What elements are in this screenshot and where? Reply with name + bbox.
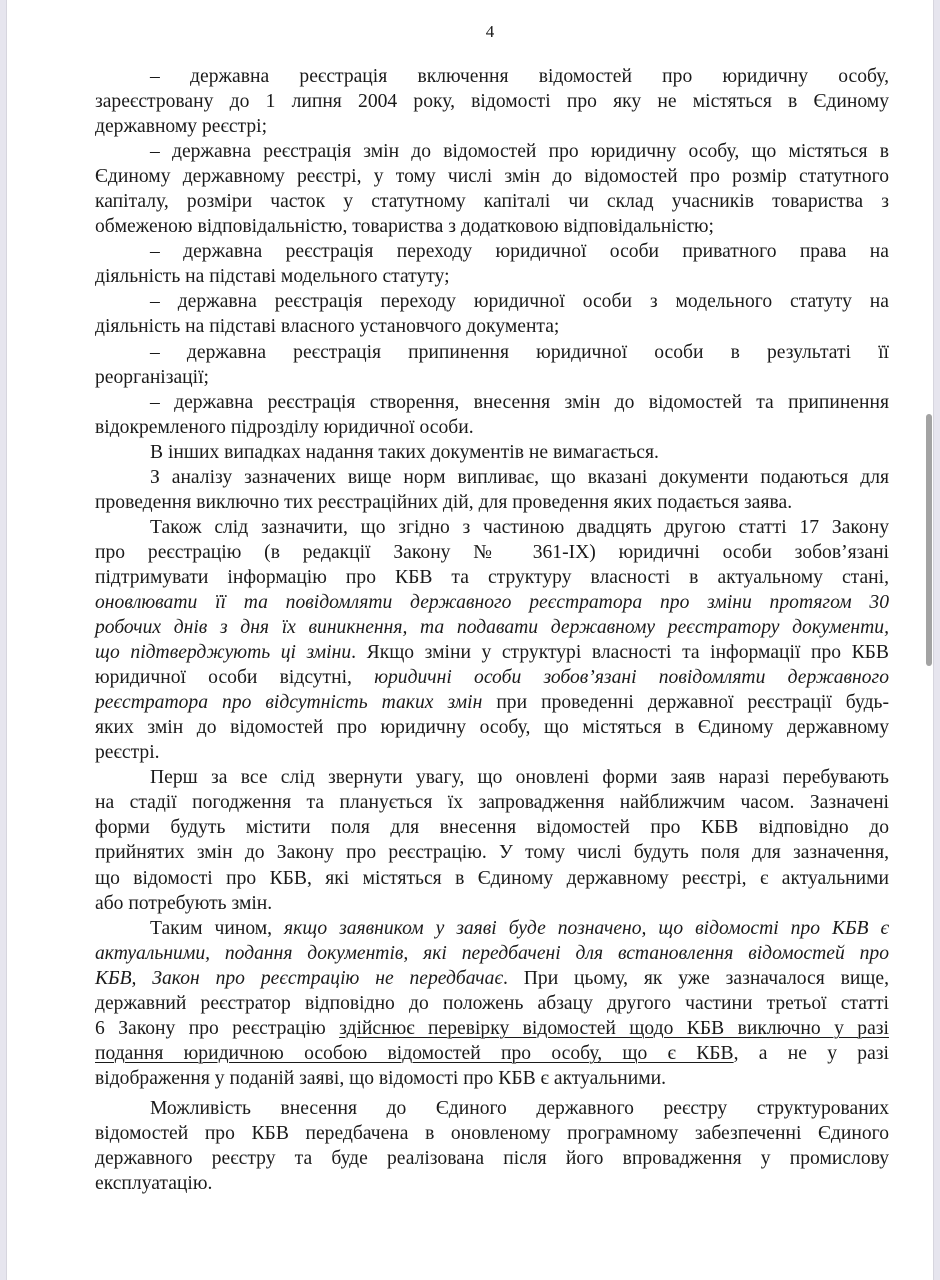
text-line	[95, 264, 889, 289]
text-line-content	[95, 164, 889, 189]
text-segment: зареєстровану до 1 липня 2004 року, відомості про яку не містяться в Єдиному	[95, 91, 889, 113]
text-segment: – державна реєстрація включення відомостей про юридичну особу,	[150, 66, 889, 87]
text-segment: – державна реєстрація припинення юридичної особи в результаті її	[150, 341, 889, 363]
italic-text: юридичні особи зобов’язані повідомляти державного	[374, 667, 889, 689]
text-line-content	[150, 465, 889, 490]
viewer-frame-right	[933, 0, 940, 1280]
text-segment: реорганізації;	[95, 366, 210, 388]
text-segment: капіталу, розміри часток у статутному капіталі чи склад учасників товариства з	[95, 191, 889, 213]
text-line	[95, 214, 889, 239]
text-segment: на стадії погодження та планується їх запровадження найближчим часом. Зазначені	[95, 792, 889, 814]
text-line-content	[95, 1041, 889, 1066]
text-line-content	[150, 139, 889, 164]
text-line-content	[95, 891, 272, 916]
text-line-content	[95, 740, 160, 765]
text-segment: форми будуть містити поля для внесення відомостей про КБВ відповідно до	[95, 817, 889, 839]
text-segment: відображення у поданій заяві, що відомості про КБВ є актуальними.	[95, 1067, 666, 1089]
text-line	[95, 916, 889, 941]
text-line	[95, 790, 889, 815]
text-line-content	[150, 289, 889, 314]
text-line-content	[95, 214, 714, 239]
text-line-content	[95, 1146, 889, 1171]
text-segment: 6 Закону про реєстрацію	[95, 1017, 340, 1039]
italic-text: КБВ, Закон про реєстрацію не передбачає	[95, 967, 503, 989]
italic-text: що підтверджують ці зміни	[95, 642, 352, 664]
text-line-content	[95, 966, 889, 991]
text-line-content	[150, 916, 889, 941]
text-segment: – державна реєстрація змін до відомостей про юридичну особу, що містяться в	[150, 141, 889, 163]
text-line	[95, 465, 889, 490]
text-line-content	[95, 715, 889, 740]
text-segment: , а не у разі	[733, 1042, 889, 1064]
text-line-content	[95, 89, 889, 114]
text-segment: реєстрі.	[95, 742, 160, 764]
page-number: 4	[485, 22, 495, 41]
text-line-content	[95, 615, 889, 640]
viewer-frame-left	[0, 0, 7, 1280]
text-segment: державному реєстрі;	[95, 116, 268, 138]
text-segment: підтримувати інформацію про КБВ та структуру власності в актуальному стані,	[95, 566, 889, 588]
text-segment: або потребують змін.	[95, 892, 273, 914]
text-line-content	[150, 390, 889, 415]
text-segment: В інших випадках надання таких документів не вимагається.	[150, 441, 659, 463]
underlined-text: подання юридичною особою відомостей про особу, що є КБВ	[95, 1042, 734, 1064]
text-line	[95, 1041, 889, 1066]
text-segment: діяльність на підставі модельного статуту;	[95, 266, 450, 288]
text-segment: юридичної особи відсутні,	[95, 667, 375, 689]
text-line	[95, 440, 889, 465]
text-line	[95, 114, 889, 139]
text-line-content	[95, 1066, 666, 1091]
text-line	[95, 89, 889, 114]
text-line	[95, 640, 889, 665]
text-line-content	[95, 815, 889, 840]
text-line-content	[95, 665, 889, 690]
text-line-content	[150, 340, 889, 365]
text-line	[95, 164, 889, 189]
text-line-content	[95, 1121, 889, 1146]
text-line-content	[150, 1096, 889, 1121]
text-segment: – державна реєстрація переходу юридичної особи приватного права на	[150, 241, 889, 263]
text-segment: обмеженою відповідальністю, товариства з додатковою відповідальністю;	[95, 216, 715, 238]
italic-text: якщо заявником у заяві буде позначено, що відомості про КБВ є	[284, 917, 889, 939]
italic-text: робочих днів з дня їх виникнення, та подавати державному реєстратору документи,	[95, 617, 889, 639]
text-line	[95, 1121, 889, 1146]
text-segment: Можливість внесення до Єдиного державного реєстру структурованих	[150, 1097, 889, 1119]
italic-text: реєстратора про відсутність таких змін	[95, 692, 483, 714]
text-line	[95, 590, 889, 615]
italic-text: оновлювати її та повідомляти державного реєстратора про зміни протягом 30	[95, 591, 889, 613]
text-line-content	[95, 314, 559, 339]
text-line	[95, 966, 889, 991]
text-line	[95, 1096, 889, 1121]
text-line	[95, 365, 889, 390]
text-line-content	[95, 840, 889, 865]
text-line	[95, 390, 889, 415]
text-line-content	[95, 640, 889, 665]
text-line	[95, 866, 889, 891]
text-line-content	[95, 941, 889, 966]
text-line-content	[150, 64, 889, 89]
text-line	[95, 239, 889, 264]
text-segment: Також слід зазначити, що згідно з частиною двадцять другою статті 17 Закону	[150, 516, 889, 538]
text-line	[95, 64, 889, 89]
text-line-content	[95, 565, 889, 590]
text-line	[95, 314, 889, 339]
text-line-content	[95, 1016, 889, 1041]
text-segment: З аналізу зазначених вище норм випливає, що вказані документи подаються для	[150, 466, 889, 488]
underlined-text: здійснює перевірку відомостей щодо КБВ виключно у разі	[339, 1017, 889, 1039]
text-segment: що відомості про КБВ, які містяться в Єдиному державному реєстрі, є актуальними	[95, 867, 889, 889]
text-line	[95, 715, 889, 740]
text-line	[95, 415, 889, 440]
text-line-content	[95, 590, 889, 615]
text-line	[95, 565, 889, 590]
text-line-content	[95, 114, 267, 139]
text-line-content	[95, 1171, 212, 1196]
text-line-content	[95, 540, 889, 565]
document-body	[95, 64, 889, 1196]
text-segment: Єдиному державному реєстрі, у тому числі змін до відомостей про розмір статутного	[95, 166, 889, 188]
text-segment: про реєстрацію (в редакції Закону № 361-IX) юридичні особи зобов’язані	[95, 541, 889, 563]
text-segment: Перш за все слід звернути увагу, що оновлені форми заяв наразі перебувають	[150, 767, 889, 789]
text-line	[95, 840, 889, 865]
text-line	[95, 289, 889, 314]
text-line	[95, 941, 889, 966]
text-segment: державний реєстратор відповідно до положень абзацу другого частини третьої статті	[95, 992, 889, 1014]
text-line	[95, 740, 889, 765]
text-line	[95, 665, 889, 690]
text-segment: Таким чином,	[150, 917, 285, 939]
text-line	[95, 1146, 889, 1171]
text-line-content	[95, 264, 450, 289]
text-line	[95, 765, 889, 790]
text-segment: державного реєстру та буде реалізована після його впровадження у промислову	[95, 1148, 889, 1170]
text-line	[95, 1171, 889, 1196]
text-segment: при проведенні державної реєстрації будь-	[482, 692, 890, 714]
text-line-content	[95, 866, 889, 891]
text-segment: . Якщо зміни у структурі власності та інформації про КБВ	[351, 642, 889, 664]
text-line	[95, 1016, 889, 1041]
text-line-content	[95, 490, 792, 515]
text-line	[95, 1066, 889, 1091]
text-line-content	[150, 440, 659, 465]
text-line	[95, 615, 889, 640]
text-line-content	[95, 690, 889, 715]
text-line-content	[95, 790, 889, 815]
text-line-content	[150, 765, 889, 790]
text-line-content	[95, 991, 889, 1016]
text-line	[95, 690, 889, 715]
vertical-scrollbar-thumb[interactable]	[926, 414, 932, 666]
text-line	[95, 815, 889, 840]
text-segment: експлуатацію.	[95, 1173, 213, 1195]
italic-text: актуальними, подання документів, які передбачені для встановлення відомостей про	[95, 942, 889, 964]
text-line	[95, 490, 889, 515]
text-segment: проведення виключно тих реєстраційних дій, для проведення яких подається заява.	[95, 491, 793, 513]
text-line	[95, 189, 889, 214]
text-segment: відокремленого підрозділу юридичної особи.	[95, 416, 474, 438]
text-segment: діяльність на підставі власного установчого документа;	[95, 316, 560, 338]
text-segment: яких змін до відомостей про юридичну особу, що містяться в Єдиному державному	[95, 717, 889, 739]
text-line	[95, 139, 889, 164]
text-line	[95, 340, 889, 365]
text-segment: відомостей про КБВ передбачена в оновленому програмному забезпеченні Єдиного	[95, 1122, 889, 1144]
text-line-content	[95, 365, 209, 390]
text-line	[95, 540, 889, 565]
text-line-content	[95, 415, 474, 440]
text-line	[95, 991, 889, 1016]
text-line	[95, 515, 889, 540]
text-segment: – державна реєстрація створення, внесення змін до відомостей та припинення	[150, 391, 889, 413]
text-segment: – державна реєстрація переходу юридичної особи з модельного статуту на	[150, 291, 889, 313]
text-segment: прийнятих змін до Закону про реєстрацію. У тому числі будуть поля для зазначення,	[95, 842, 889, 864]
text-line-content	[95, 189, 889, 214]
text-line-content	[150, 239, 889, 264]
text-segment: . При цьому, як уже зазначалося вище,	[503, 967, 889, 989]
text-line-content	[150, 515, 889, 540]
text-line	[95, 891, 889, 916]
